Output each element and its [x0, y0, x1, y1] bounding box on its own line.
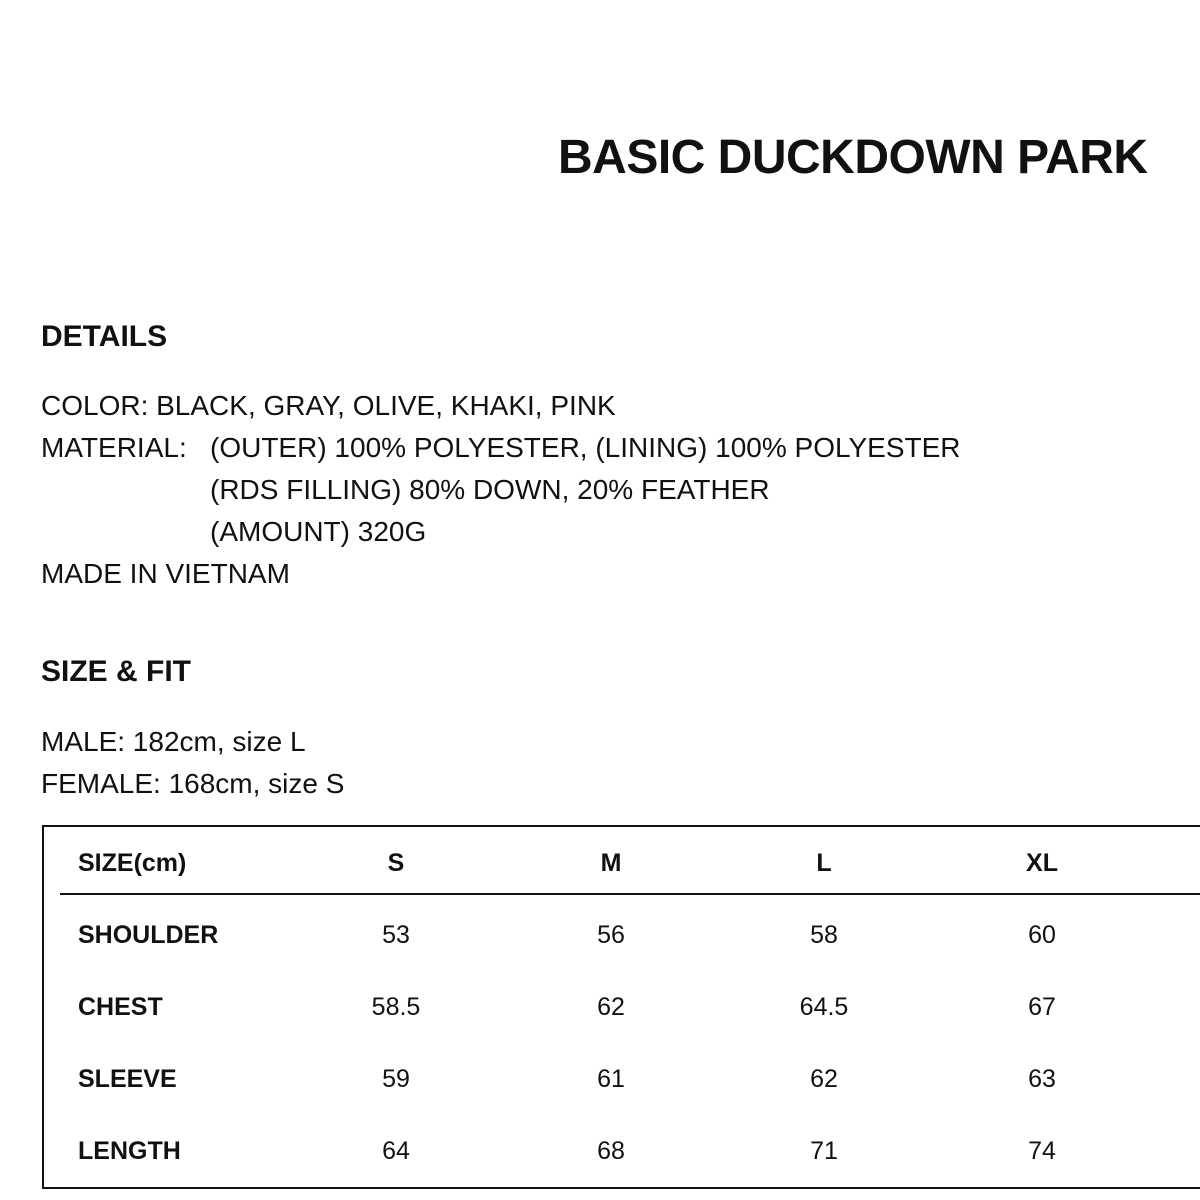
table-cell: 71: [810, 1137, 838, 1165]
table-cell: 58.5: [371, 993, 421, 1021]
table-row-label: LENGTH: [78, 1137, 181, 1165]
material-line-filling: (RDS FILLING) 80% DOWN, 20% FEATHER: [210, 474, 770, 505]
table-cell: 61: [597, 1065, 625, 1093]
table-cell: 60: [1028, 921, 1056, 949]
table-cell: 58: [810, 921, 838, 949]
table-cell: 68: [597, 1137, 625, 1165]
origin-line: MADE IN VIETNAM: [41, 558, 290, 589]
size-fit-heading: SIZE & FIT: [41, 655, 191, 688]
material-line-outer-lining: (OUTER) 100% POLYESTER, (LINING) 100% POLYESTER: [210, 432, 961, 463]
table-row-label: SHOULDER: [78, 921, 219, 949]
table-cell: 67: [1028, 993, 1056, 1021]
color-line: COLOR: BLACK, GRAY, OLIVE, KHAKI, PINK: [41, 390, 616, 421]
size-table: [42, 825, 1200, 1189]
table-cell: 64: [382, 1137, 410, 1165]
table-cell: 74: [1028, 1137, 1056, 1165]
size-table-corner-label: SIZE(cm): [78, 849, 187, 877]
size-column-header: M: [600, 849, 622, 877]
size-column-header: XL: [1026, 849, 1058, 877]
material-label: MATERIAL:: [41, 432, 187, 463]
details-heading: DETAILS: [41, 320, 168, 353]
female-model-line: FEMALE: 168cm, size S: [41, 768, 345, 799]
table-cell: 62: [810, 1065, 838, 1093]
table-row-label: SLEEVE: [78, 1065, 177, 1093]
page-title: BASIC DUCKDOWN PARK: [558, 131, 1148, 184]
table-cell: 53: [382, 921, 410, 949]
male-model-line: MALE: 182cm, size L: [41, 726, 306, 757]
table-header-divider: [60, 893, 1200, 895]
size-column-header: S: [387, 849, 405, 877]
size-column-header: L: [816, 849, 832, 877]
table-cell: 63: [1028, 1065, 1056, 1093]
table-cell: 59: [382, 1065, 410, 1093]
table-row-label: CHEST: [78, 993, 163, 1021]
table-cell: 64.5: [799, 993, 849, 1021]
table-cell: 56: [597, 921, 625, 949]
material-line-amount: (AMOUNT) 320G: [210, 516, 427, 547]
table-cell: 62: [597, 993, 625, 1021]
